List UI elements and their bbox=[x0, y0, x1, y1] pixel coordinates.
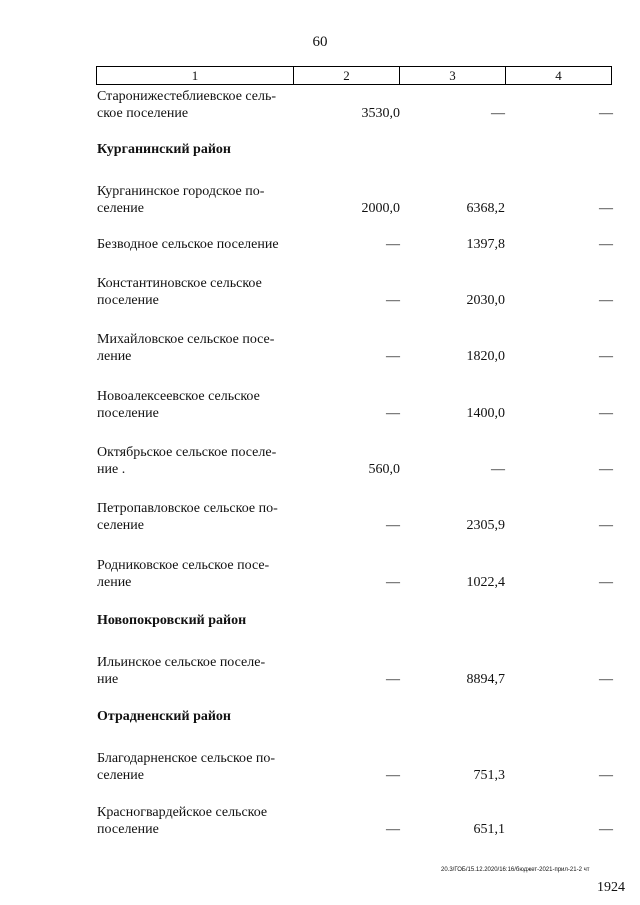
value-col-2: — bbox=[386, 518, 400, 533]
settlement-name-line: ление bbox=[97, 349, 132, 364]
value-col-3: — bbox=[491, 462, 505, 477]
value-col-4: — bbox=[599, 768, 613, 783]
settlement-name-line: Безводное сельское поселение bbox=[97, 237, 279, 252]
value-col-2: 560,0 bbox=[368, 462, 400, 477]
settlement-name-line: Константиновское сельское bbox=[97, 276, 262, 291]
value-col-2: — bbox=[386, 822, 400, 837]
settlement-name-line: Родниковское сельское посе- bbox=[97, 558, 270, 573]
value-col-4: — bbox=[599, 575, 613, 590]
settlement-name-line: Красногвардейское сельское bbox=[97, 805, 268, 820]
value-col-2: 2000,0 bbox=[361, 201, 400, 216]
settlement-name bbox=[97, 183, 307, 217]
column-header-3: 3 bbox=[400, 67, 506, 84]
value-col-3: 2030,0 bbox=[466, 293, 505, 308]
settlement-name-line: поселение bbox=[97, 293, 159, 308]
settlement-name-line: Курганинское городское по- bbox=[97, 184, 265, 199]
settlement-name-line: поселение bbox=[97, 406, 159, 421]
value-col-4: — bbox=[599, 406, 613, 421]
settlement-name-line: ление bbox=[97, 575, 132, 590]
footer-page-number: 1924 bbox=[597, 880, 625, 895]
settlement-name-line: Октябрьское сельское поселе- bbox=[97, 445, 277, 460]
settlement-name-line: Ильинское сельское поселе- bbox=[97, 655, 266, 670]
settlement-name bbox=[97, 444, 307, 478]
value-col-4: — bbox=[599, 822, 613, 837]
settlement-name-line: ние bbox=[97, 672, 119, 687]
value-col-4: — bbox=[599, 349, 613, 364]
value-col-3: 1022,4 bbox=[466, 575, 505, 590]
settlement-name-line: ние . bbox=[97, 462, 126, 477]
settlement-name-line: селение bbox=[97, 768, 144, 783]
settlement-name bbox=[97, 654, 307, 688]
value-col-4: — bbox=[599, 462, 613, 477]
settlement-name-line: Благодарненское сельское по- bbox=[97, 751, 276, 766]
value-col-3: 751,3 bbox=[473, 768, 505, 783]
column-header-4: 4 bbox=[555, 68, 562, 83]
value-col-3: 6368,2 bbox=[466, 201, 505, 216]
settlement-name bbox=[97, 557, 307, 591]
settlement-name bbox=[97, 88, 307, 122]
settlement-name bbox=[97, 331, 307, 365]
settlement-name-line: селение bbox=[97, 201, 144, 216]
value-col-4: — bbox=[599, 293, 613, 308]
district-heading: Курганинский район bbox=[97, 142, 231, 157]
value-col-3: — bbox=[491, 106, 505, 121]
settlement-name-line: селение bbox=[97, 518, 144, 533]
value-col-3: 1820,0 bbox=[466, 349, 505, 364]
value-col-3: 1400,0 bbox=[466, 406, 505, 421]
value-col-3: 1397,8 bbox=[466, 237, 505, 252]
settlement-name-line: ское поселение bbox=[97, 106, 189, 121]
settlement-name bbox=[97, 804, 307, 838]
value-col-4: — bbox=[599, 201, 613, 216]
value-col-2: — bbox=[386, 768, 400, 783]
column-header-1: 1 bbox=[97, 67, 294, 84]
value-col-2: 3530,0 bbox=[361, 106, 400, 121]
settlement-name bbox=[97, 236, 307, 253]
value-col-2: — bbox=[386, 406, 400, 421]
value-col-4: — bbox=[599, 672, 613, 687]
value-col-4: — bbox=[599, 237, 613, 252]
district-heading: Новопокровский район bbox=[97, 613, 247, 628]
settlement-name-line: Новоалексеевское сельское bbox=[97, 389, 260, 404]
settlement-name-line: Петропавловское сельское по- bbox=[97, 501, 278, 516]
value-col-2: — bbox=[386, 293, 400, 308]
page-number: 60 bbox=[312, 34, 328, 50]
value-col-3: 651,1 bbox=[473, 822, 505, 837]
value-col-2: — bbox=[386, 575, 400, 590]
footer-code: 20.3/ГОБ/15.12.2020/16:16/бюджет-2021-прил-21-2 чт bbox=[441, 867, 590, 873]
value-col-4: — bbox=[599, 106, 613, 121]
column-header-2: 2 bbox=[294, 67, 400, 84]
value-col-2: — bbox=[386, 672, 400, 687]
value-col-3: 8894,7 bbox=[466, 672, 505, 687]
settlement-name-line: поселение bbox=[97, 822, 159, 837]
settlement-name bbox=[97, 500, 307, 534]
settlement-name-line: Старонижестеблиевское сель- bbox=[97, 89, 277, 104]
district-heading: Отрадненский район bbox=[97, 709, 231, 724]
value-col-2: — bbox=[386, 349, 400, 364]
settlement-name bbox=[97, 750, 307, 784]
value-col-3: 2305,9 bbox=[466, 518, 505, 533]
value-col-2: — bbox=[386, 237, 400, 252]
settlement-name bbox=[97, 388, 307, 422]
settlement-name-line: Михайловское сельское посе- bbox=[97, 332, 275, 347]
value-col-4: — bbox=[599, 518, 613, 533]
settlement-name bbox=[97, 275, 307, 309]
